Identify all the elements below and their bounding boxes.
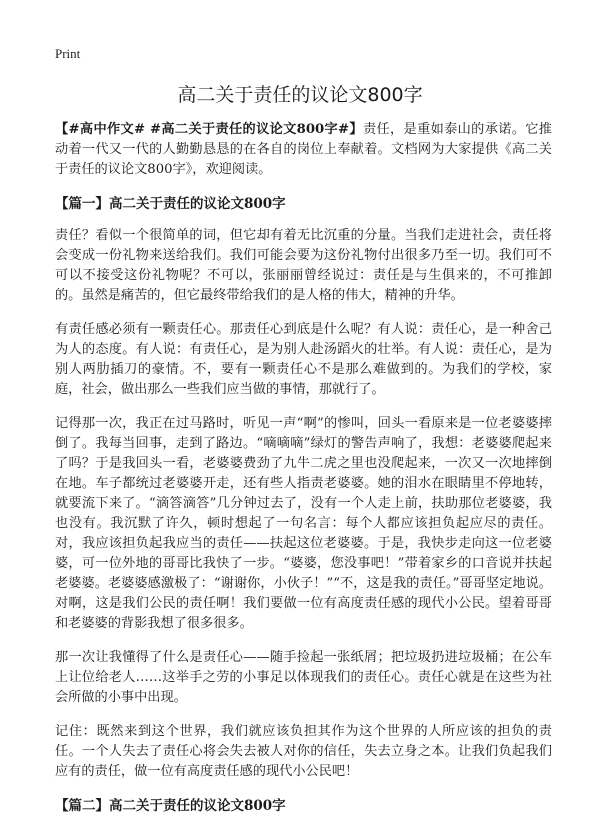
paragraph-3: 记得那一次，我正在过马路时，听见一声“啊”的惨叫，回头一看原来是一位老婆婆摔倒了。我每当回事，走到了路边。“嘀嘀嘀”绿灯的警告声响了，我想：老婆婆爬起来了吗？于是我回头一看，老婆婆费劲了九牛二虎之里也没爬起来，一次又一次地摔倒在地。车子都统过老婆婆开走，还有些人指责老婆婆。她的泪水在眼睛里不停地转，就要流下来了。“滴答滴答”几分钟过去了，没有一个人走上前，扶助那位老婆婆，我也没有。我沉默了许久，顿时想起了一句名言：每个人都应该担负起应尽的责任。对，我应该担负起我应当的责任——扶起这位老婆婆。于是，我快步走向这一位老婆婆，可一位外地的哥哥比我快了一步。“婆婆，您没事吧！”带着家乡的口音说并扶起老婆婆。老婆婆感激极了：“谢谢你，小伙子！”“不，这是我的责任。”哥哥坚定地说。对啊，这是我们公民的责任啊！我们要做一位有高度责任感的现代小公民。望着哥哥和老婆婆的背影我想了很多很多。 (55, 416, 552, 631)
print-link[interactable]: Print (55, 46, 81, 61)
paragraph-4: 那一次让我懂得了什么是责任心——随手捡起一张纸屑；把垃圾扔进垃圾桶；在公车上让位给老人……这举手之劳的小事足以体现我们的责任心。责任心就是在这些为社会所做的小事中出现。 (55, 650, 552, 705)
section-heading-1: 【篇一】高二关于责任的议论文800字 (55, 196, 286, 212)
section-heading-2: 【篇二】高二关于责任的议论文800字 (55, 798, 286, 814)
intro-tags: 【#高中作文# #高二关于责任的议论文800字#】 (55, 122, 363, 137)
intro-paragraph (55, 120, 552, 180)
page-title: 高二关于责任的议论文800字 (177, 84, 423, 106)
paragraph-1: 责任？看似一个很简单的词，但它却有着无比沉重的分量。当我们走进社会，责任将会变成一份礼物来送给我们。我们可能会要为这份礼物付出很多乃至一切。我们可不可以不接受这份礼物呢？不可以，张丽丽曾经说过：责任是与生俱来的，不可推卸的。虽然是痛苦的，但它最终带给我们的是人格的伟大，精神的升华。 (55, 228, 552, 303)
intro-text: 责任，是重如泰山的承诺。它推动着一代又一代的人勤勤恳恳的在各自的岗位上奉献着。文档网为大家提供《高二关于责任的议论文800字》，欢迎阅读。 (55, 122, 552, 177)
paragraph-2: 有责任感必须有一颗责任心。那责任心到底是什么呢？有人说：责任心，是一种舍己为人的态度。有人说：有责任心，是为别人赴汤蹈火的壮举。有人说：责任心，是为别人两肋插刀的豪情。不，要有一颗责任心不是那么难做到的。为我们的学校，家庭，社会，做出那么一些我们应当做的事情，那就行了。 (55, 322, 552, 397)
article-body (55, 120, 552, 828)
paragraph-5: 记住：既然来到这个世界，我们就应该负担其作为这个世界的人所应该的担负的责任。一个人失去了责任心将会失去被人对你的信任，失去立身之本。让我们负起我们应有的责任，做一位有高度责任感的现代小公民吧！ (55, 724, 552, 779)
